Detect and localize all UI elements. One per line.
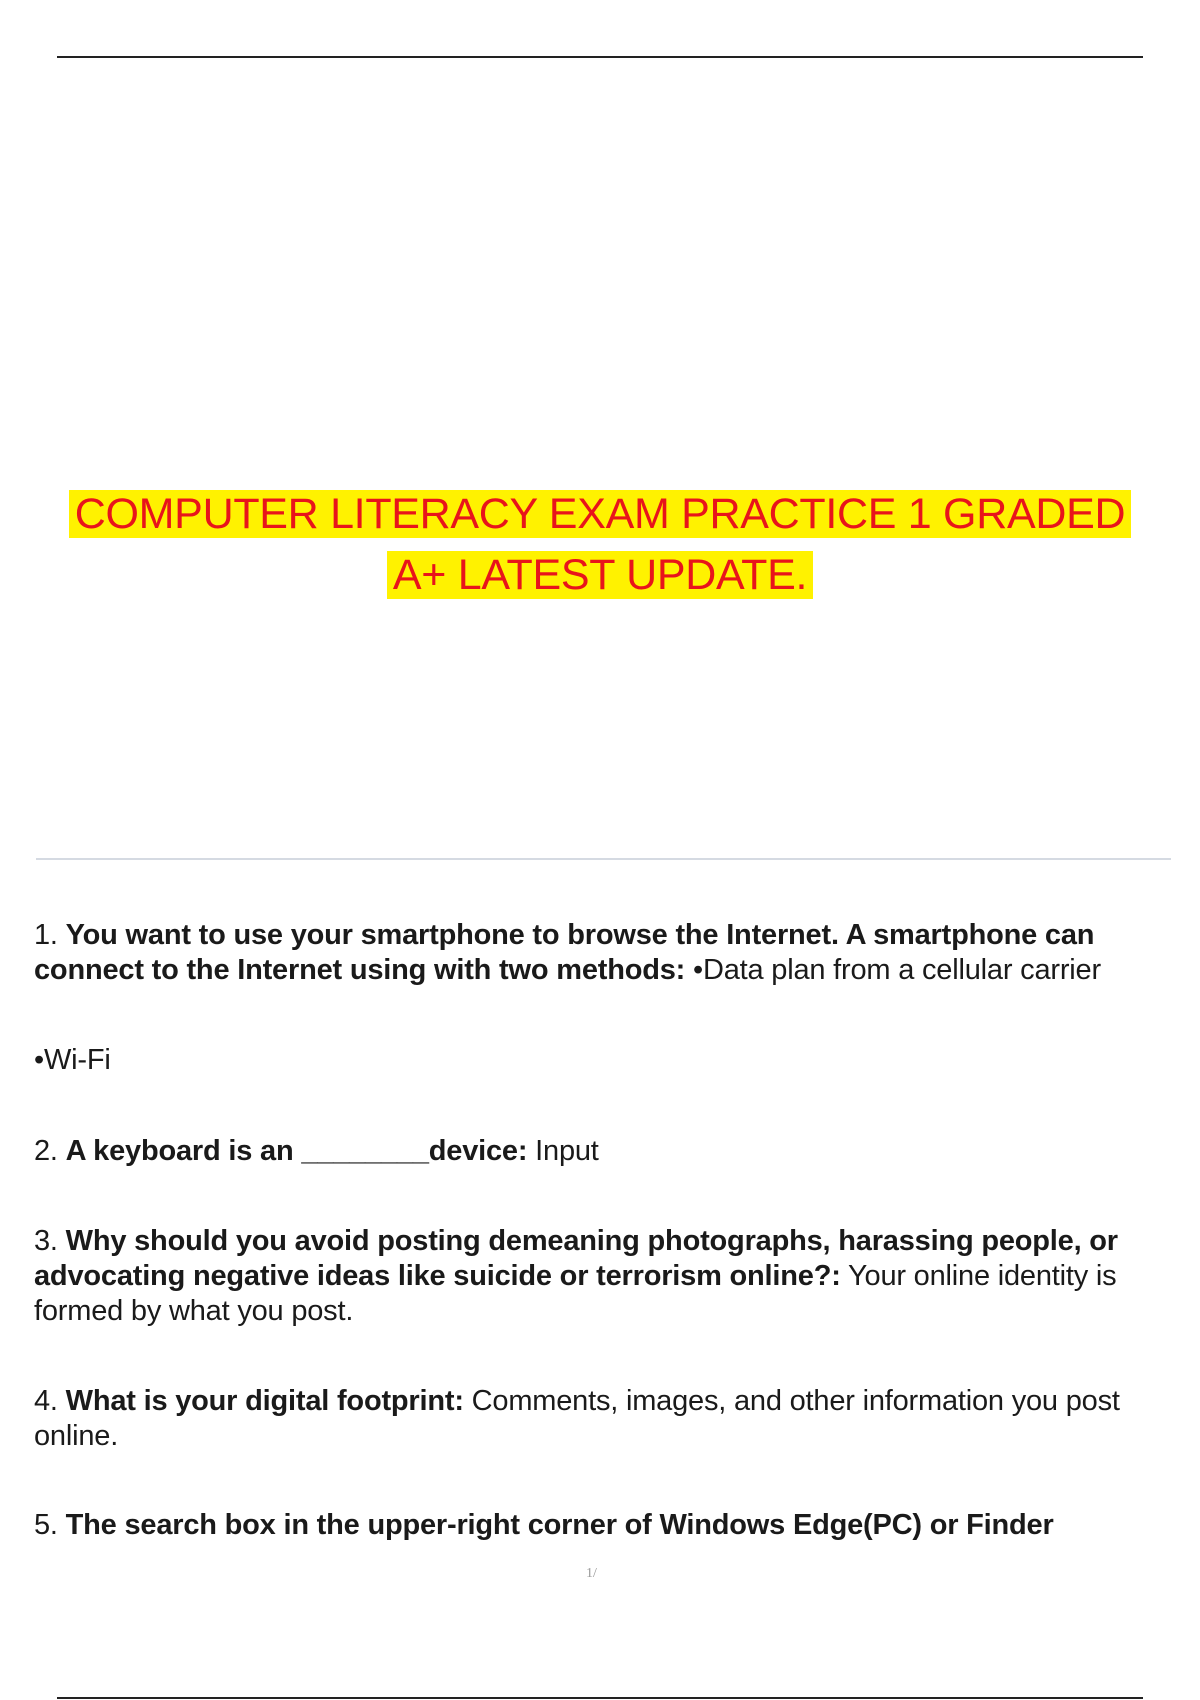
answer-text: Comments, images, and other information you post online. xyxy=(34,1385,1120,1452)
question-number: 2. xyxy=(34,1135,58,1167)
answer-text: •Wi-Fi xyxy=(34,1044,111,1076)
question-number: 4. xyxy=(34,1385,58,1417)
title-line-1: COMPUTER LITERACY EXAM PRACTICE 1 GRADED xyxy=(69,490,1131,538)
question-number: 5. xyxy=(34,1509,58,1541)
question-number: 3. xyxy=(34,1225,58,1257)
question-text: A keyboard is an ________device: xyxy=(65,1135,528,1167)
question-2 xyxy=(34,1134,599,1169)
answer-text: •Data plan from a cellular carrier xyxy=(693,954,1101,986)
section-separator xyxy=(36,858,1171,860)
question-text: What is your digital footprint: xyxy=(65,1385,464,1417)
question-number: 1. xyxy=(34,919,58,951)
answer-text: Your online identity is formed by what you post. xyxy=(34,1260,1117,1327)
question-text: Why should you avoid posting demeaning photographs, harassing people, or advocating negative ideas like suicide or terrorism online?: xyxy=(34,1225,1118,1292)
title-line-2: A+ LATEST UPDATE. xyxy=(387,551,813,599)
question-5 xyxy=(34,1508,1169,1543)
question-1 xyxy=(34,918,1169,988)
top-rule xyxy=(57,56,1143,58)
document-title xyxy=(16,484,1184,606)
page-number: 1/ xyxy=(586,1566,597,1581)
bottom-rule xyxy=(57,1697,1143,1699)
question-text: The search box in the upper-right corner of Windows Edge(PC) or Finder xyxy=(65,1509,1054,1541)
question-1-answer-extra xyxy=(34,1043,111,1078)
answer-text: Input xyxy=(535,1135,599,1167)
question-4 xyxy=(34,1384,1169,1454)
question-3 xyxy=(34,1224,1169,1329)
question-text: You want to use your smartphone to browse the Internet. A smartphone can connect to the Internet using with two methods: xyxy=(34,919,1095,986)
